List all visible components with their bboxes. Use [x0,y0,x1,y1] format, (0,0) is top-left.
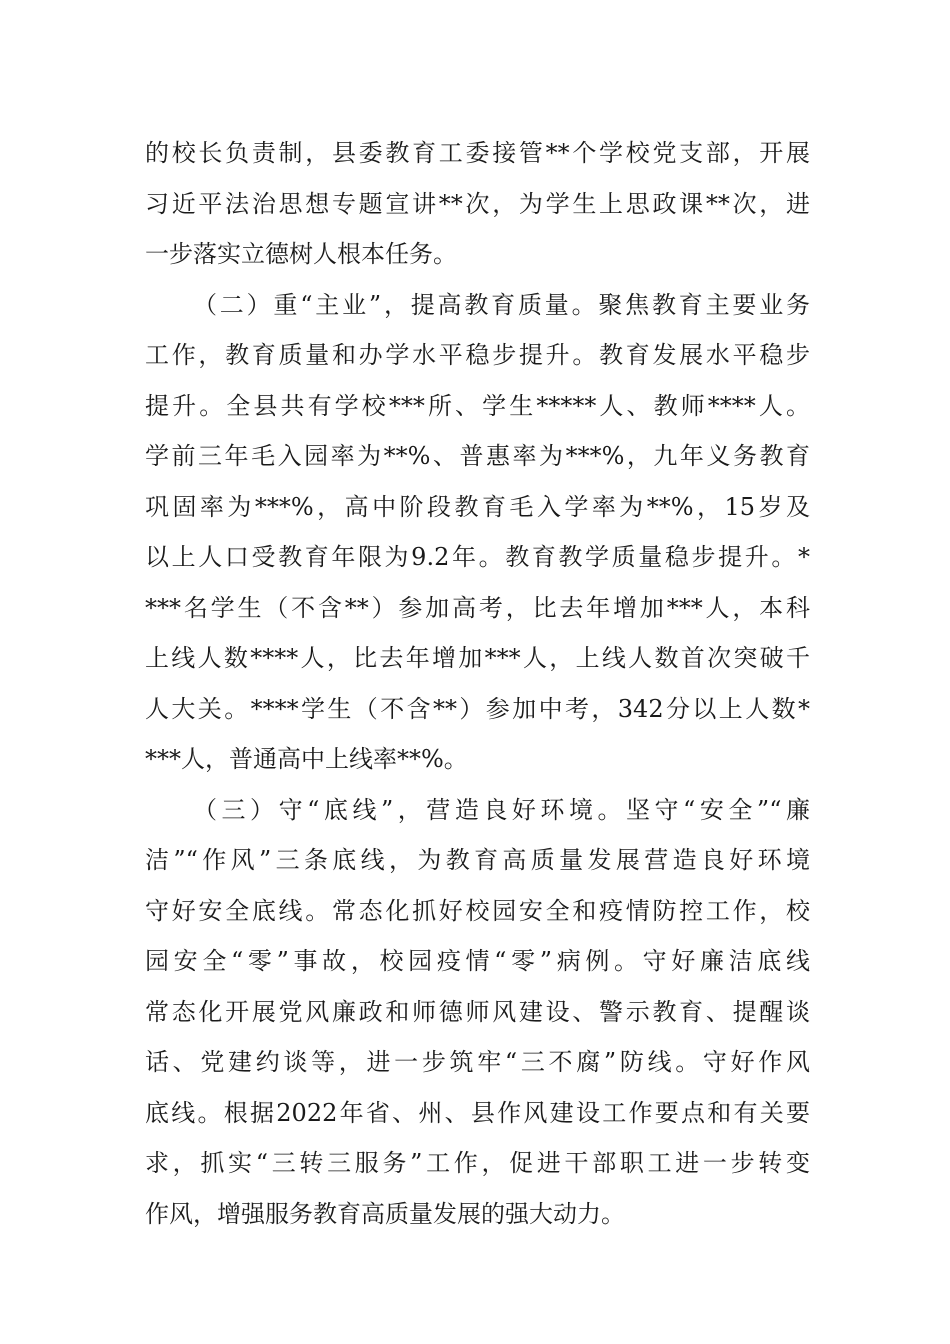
text-line: 求，抓实“三转三服务”工作，促进干部职工进一步转变 [145,1149,810,1177]
text-line: 洁”“作风”三条底线，为教育高质量发展营造良好环境 [145,846,810,874]
text-line: 守好安全底线。常态化抓好校园安全和疫情防控工作，校 [145,896,810,925]
text-line: 人大关。****学生（不含**）参加中考，342分以上人数* [145,694,810,723]
section-heading-line: （三）守“底线”，营造良好环境。坚守“安全”“廉 [193,795,810,824]
text-line: 上线人数****人，比去年增加***人，上线人数首次突破千 [145,644,810,672]
text-line: 一步落实立德树人根本任务。 [145,240,457,268]
text-line: 话、党建约谈等，进一步筑牢“三不腐”防线。守好作风 [145,1048,810,1076]
text-line: 底线。根据2022年省、州、县作风建设工作要点和有关要 [145,1098,810,1127]
text-line: 学前三年毛入园率为**%、普惠率为***%，九年义务教育 [145,442,810,470]
text-line: 以上人口受教育年限为9.2年。教育教学质量稳步提升。* [145,543,810,571]
text-line: 巩固率为***%，高中阶段教育毛入学率为**%，15岁及 [145,492,810,521]
text-line: 提升。全县共有学校***所、学生*****人、教师****人。 [145,391,810,420]
text-line: 习近平法治思想专题宣讲**次，为学生上思政课**次，进 [145,189,810,218]
text-line: 园安全“零”事故，校园疫情“零”病例。守好廉洁底线 [145,947,810,975]
text-line: 常态化开展党风廉政和师德师风建设、警示教育、提醒谈 [145,997,810,1026]
text-line: ***名学生（不含**）参加高考，比去年增加***人，本科 [145,593,810,622]
text-line: 的校长负责制，县委教育工委接管**个学校党支部，开展 [145,139,810,167]
section-heading-line: （二）重“主业”，提高教育质量。聚焦教育主要业务 [193,290,810,319]
document-body [145,128,810,1239]
text-line: 作风，增强服务教育高质量发展的强大动力。 [145,1199,625,1228]
text-line: 工作，教育质量和办学水平稳步提升。教育发展水平稳步 [145,341,810,369]
text-line: ***人，普通高中上线率**%。 [145,745,468,773]
